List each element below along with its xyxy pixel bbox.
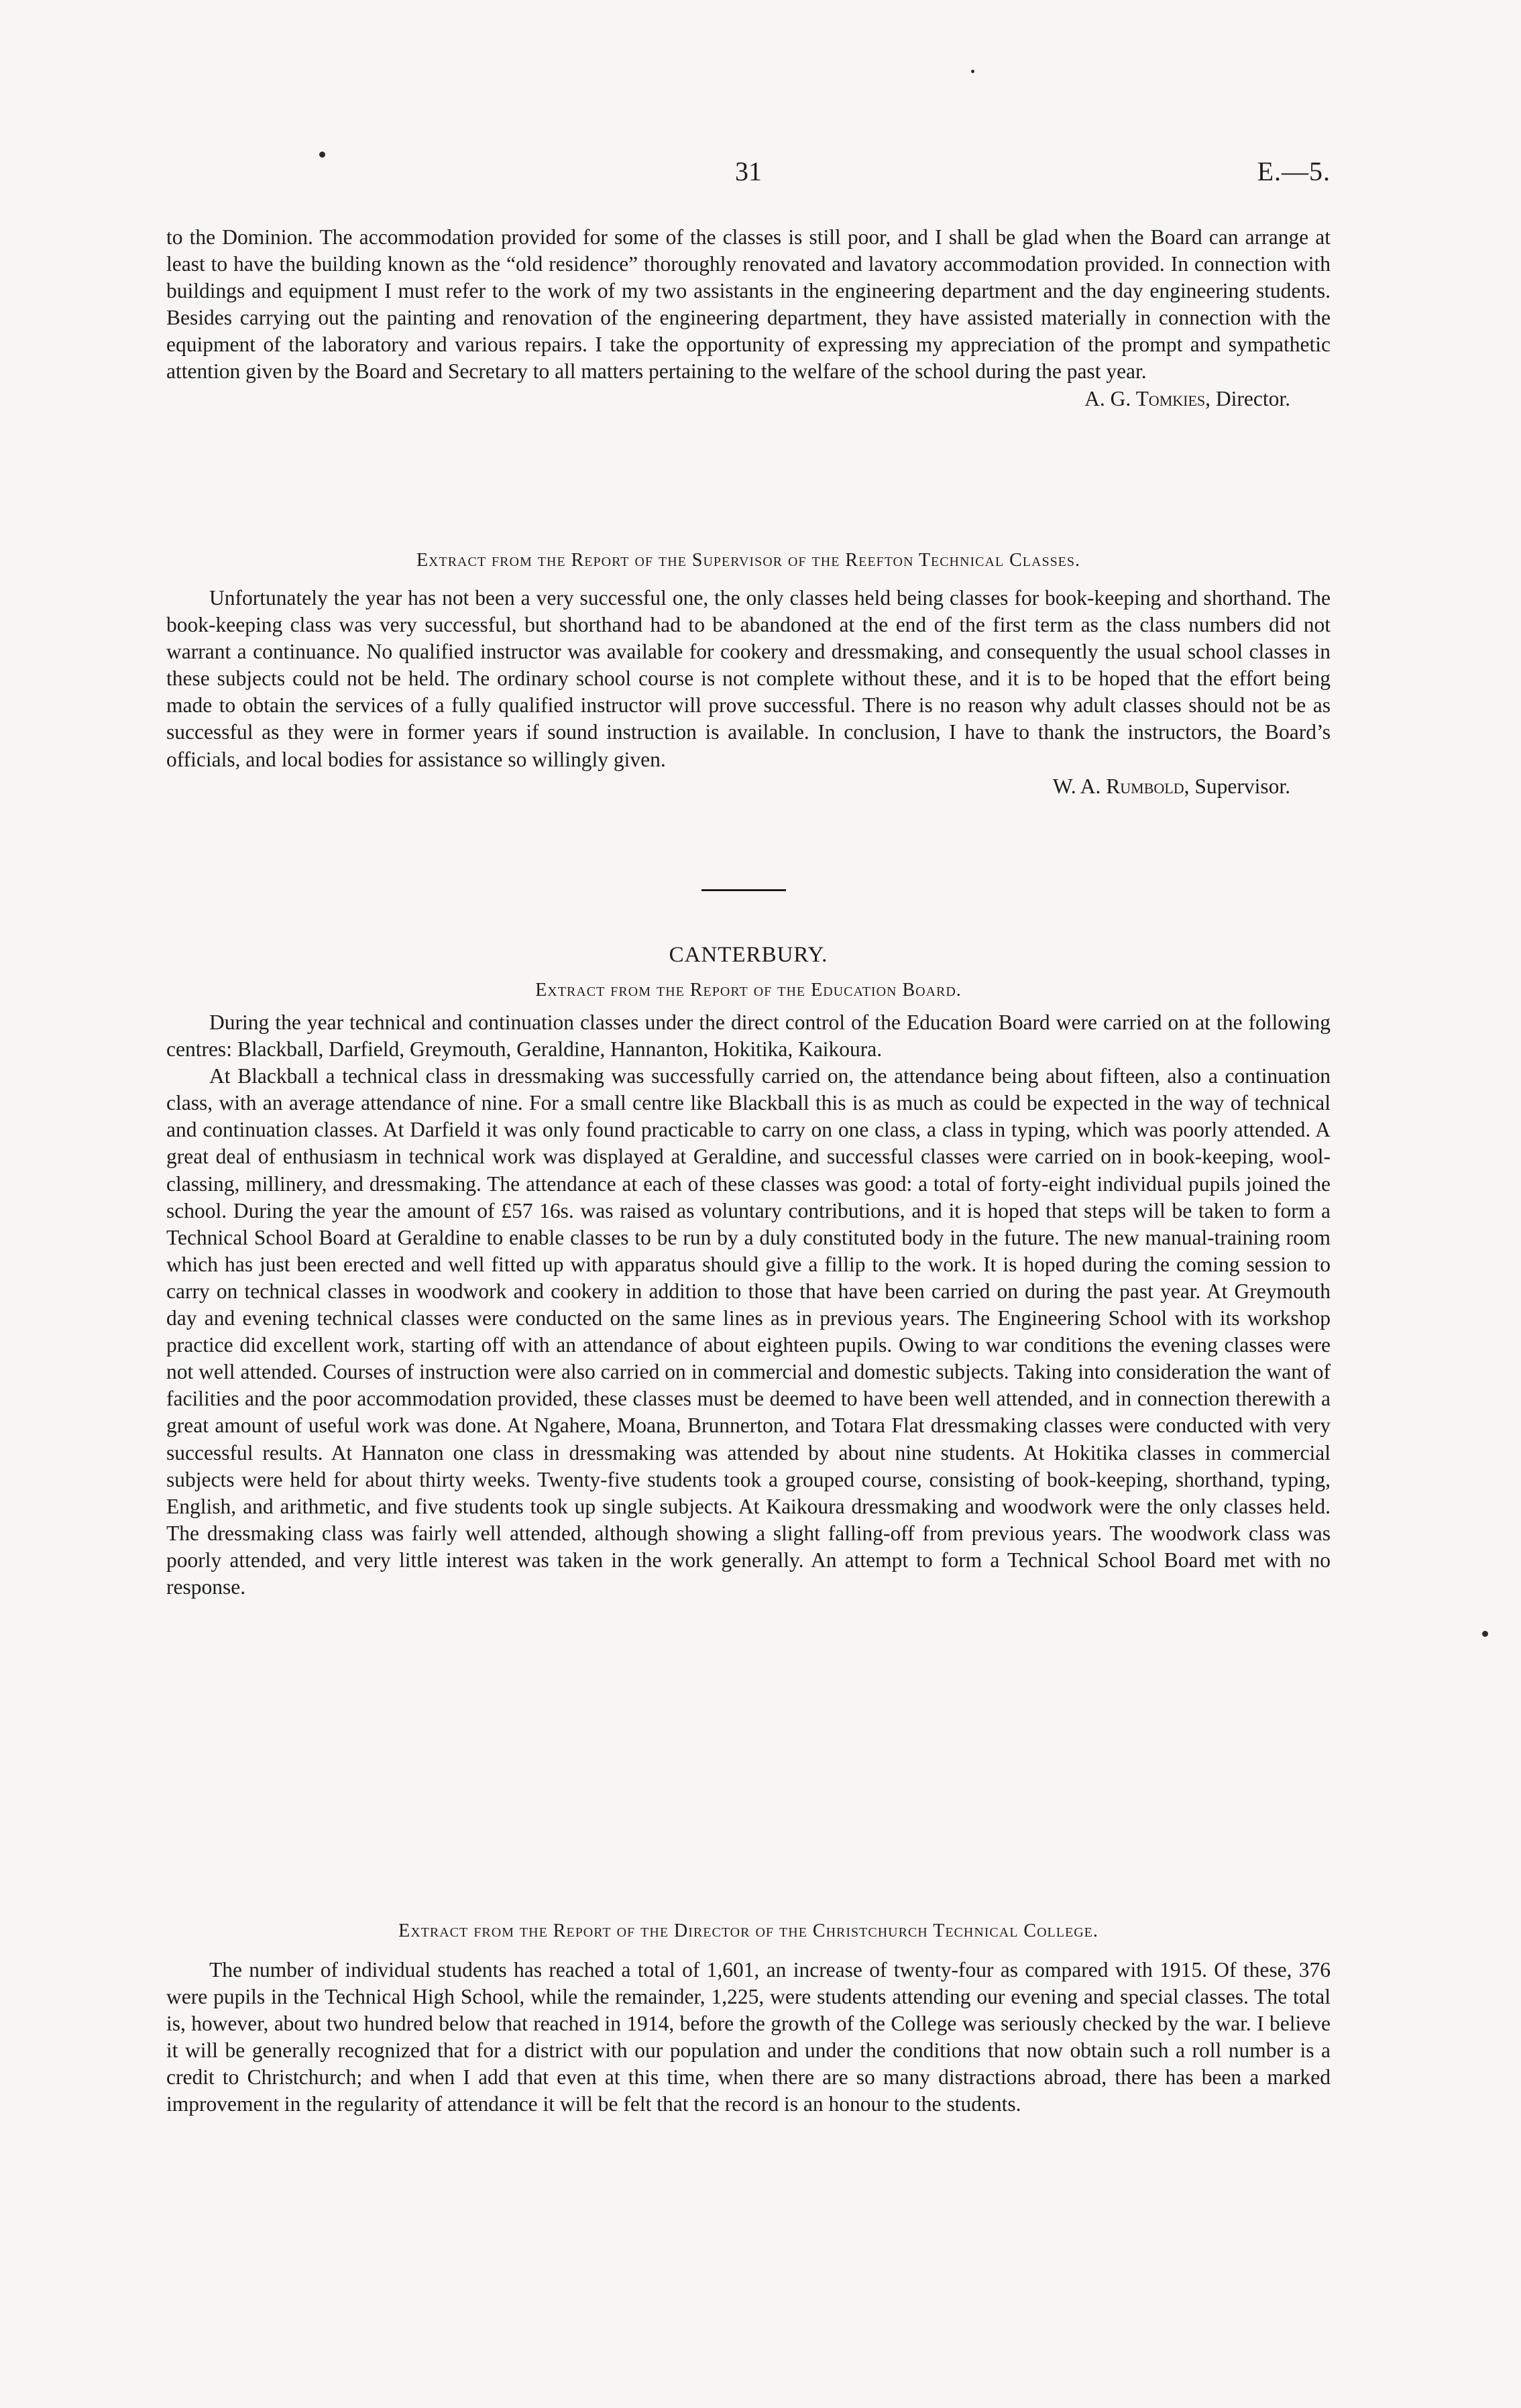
- canterbury-paragraph-1: During the year technical and continuation classes under the direct control of the Education Board were carried on at the following centres: Blackball, Darfield, Greymouth, Geraldine, Hannanton, Hokitika, Kaikoura.: [166, 1011, 1331, 1062]
- document-page: [166, 0, 1331, 2408]
- signature-name: W. A. Rumbold: [1052, 774, 1184, 798]
- section-christchurch: [166, 1920, 1331, 2118]
- section-reefton: [166, 550, 1331, 800]
- signature-name: A. G. Tomkies: [1084, 386, 1206, 410]
- page-header: [166, 156, 1331, 196]
- section-divider-rule: [701, 889, 786, 891]
- canterbury-paragraph-2: At Blackball a technical class in dressmaking was successfully carried on, the attendance being about fifteen, also a continuation class, with an average attendance of nine. For a small centre like Blackball this is as much as could be expected in the way of technical and continuation classes. At Darfield it was only found practicable to carry on one class, a class in typing, which was poorly attended. A great deal of enthusiasm in technical work was displayed at Geraldine, and successful classes were carried on in book-keeping, wool-classing, millinery, and dressmaking. The attendance at each of these classes was good: a total of forty-eight individual pupils joined the school. During the year the amount of £57 16s. was raised as voluntary contributions, and it is hoped that steps will be taken to form a Technical School Board at Geraldine to enable classes to be run by a duly constituted body in the future. The new manual-training room which has just been erected and well fitted up with apparatus should give a fillip to the work. It is hoped during the coming session to carry on technical classes in woodwork and cookery in addition to those that have been carried on during the past year. At Greymouth day and evening technical classes were conducted on the same lines as in previous years. The Engineering School with its workshop practice did excellent work, starting off with an attendance of about eighteen pupils. Owing to war conditions the evening classes were not well attended. Courses of instruction were also carried on in commercial and domestic subjects. Taking into consideration the want of facilities and the poor accommodation provided, these classes must be deemed to have been well attended, and in connection therewith a great amount of useful work was done. At Ngahere, Moana, Brunnerton, and Totara Flat dressmaking classes were conducted with very successful results. At Hannaton one class in dressmaking was attended by about nine students. At Hokitika classes in commercial subjects were held for about thirty weeks. Twenty-five students took a grouped course, consisting of book-keeping, shorthand, typing, English, and arithmetic, and five students took up single subjects. At Kaikoura dressmaking and woodwork were the only classes held. The dressmaking class was fairly well attended, although showing a slight falling-off from previous years. The woodwork class was poorly attended, and very little interest was taken in the work generally. An attempt to form a Technical School Board met with no response.: [166, 1064, 1331, 1599]
- reefton-paragraph: Unfortunately the year has not been a very successful one, the only classes held being classes for book-keeping and shorthand. The book-keeping class was very successful, but shorthand had to be abandoned at the end of the first term as the class numbers did not warrant a continuance. No qualified instructor was available for cookery and dressmaking, and consequently the usual school classes in these subjects could not be held. The ordinary school course is not complete without these, and it is to be hoped that the effort being made to obtain the services of a fully qualified instructor will prove successful. There is no reason why adult classes should not be as successful as they were in former years if sound instruction is available. In conclusion, I have to thank the instructors, the Board’s officials, and local bodies for assistance so willingly given.: [166, 586, 1331, 771]
- section-director-report-end: [166, 224, 1331, 412]
- scan-speck-right: [1482, 1631, 1488, 1637]
- reefton-heading: Extract from the Report of the Supervisor of the Reefton Technical Classes.: [416, 550, 1081, 571]
- canterbury-title: CANTERBURY.: [669, 943, 828, 967]
- christchurch-heading: Extract from the Report of the Director of the Christchurch Technical College.: [398, 1920, 1098, 1941]
- page-number: 31: [735, 156, 762, 186]
- reefton-signature: [166, 773, 1331, 800]
- section-canterbury: [166, 943, 1331, 1601]
- director-signature: [166, 386, 1331, 412]
- canterbury-heading: Extract from the Report of the Education Board.: [535, 980, 962, 1000]
- director-report-paragraph: to the Dominion. The accommodation provided for some of the classes is still poor, and I shall be glad when the Board can arrange at least to have the building known as the “old residence” thoroughly renovated and lavatory accommodation provided. In connection with buildings and equipment I must refer to the work of my two assistants in the engineering department and the day engineering students. Besides carrying out the painting and renovation of the engineering department, they have assisted materially in connection with the equipment of the laboratory and various repairs. I take the opportunity of expressing my appreciation of the prompt and sympathetic attention given by the Board and Secretary to all matters pertaining to the welfare of the school during the past year.: [166, 225, 1331, 384]
- signature-title: , Supervisor.: [1184, 774, 1290, 798]
- christchurch-paragraph: The number of individual students has reached a total of 1,601, an increase of twenty-four as compared with 1915. Of these, 376 were pupils in the Technical High School, while the remainder, 1,225, were students attending our evening and special classes. The total is, however, about two hundred below that reached in 1914, before the growth of the College was seriously checked by the war. I believe it will be generally recognized that for a district with our population and under the conditions that now obtain such a roll number is a credit to Christchurch; and when I add that even at this time, when there are so many distractions abroad, there has been a marked improvement in the regularity of attendance it will be felt that the record is an honour to the students.: [166, 1958, 1331, 2116]
- document-code: E.—5.: [1257, 156, 1331, 186]
- signature-title: , Director.: [1205, 386, 1290, 410]
